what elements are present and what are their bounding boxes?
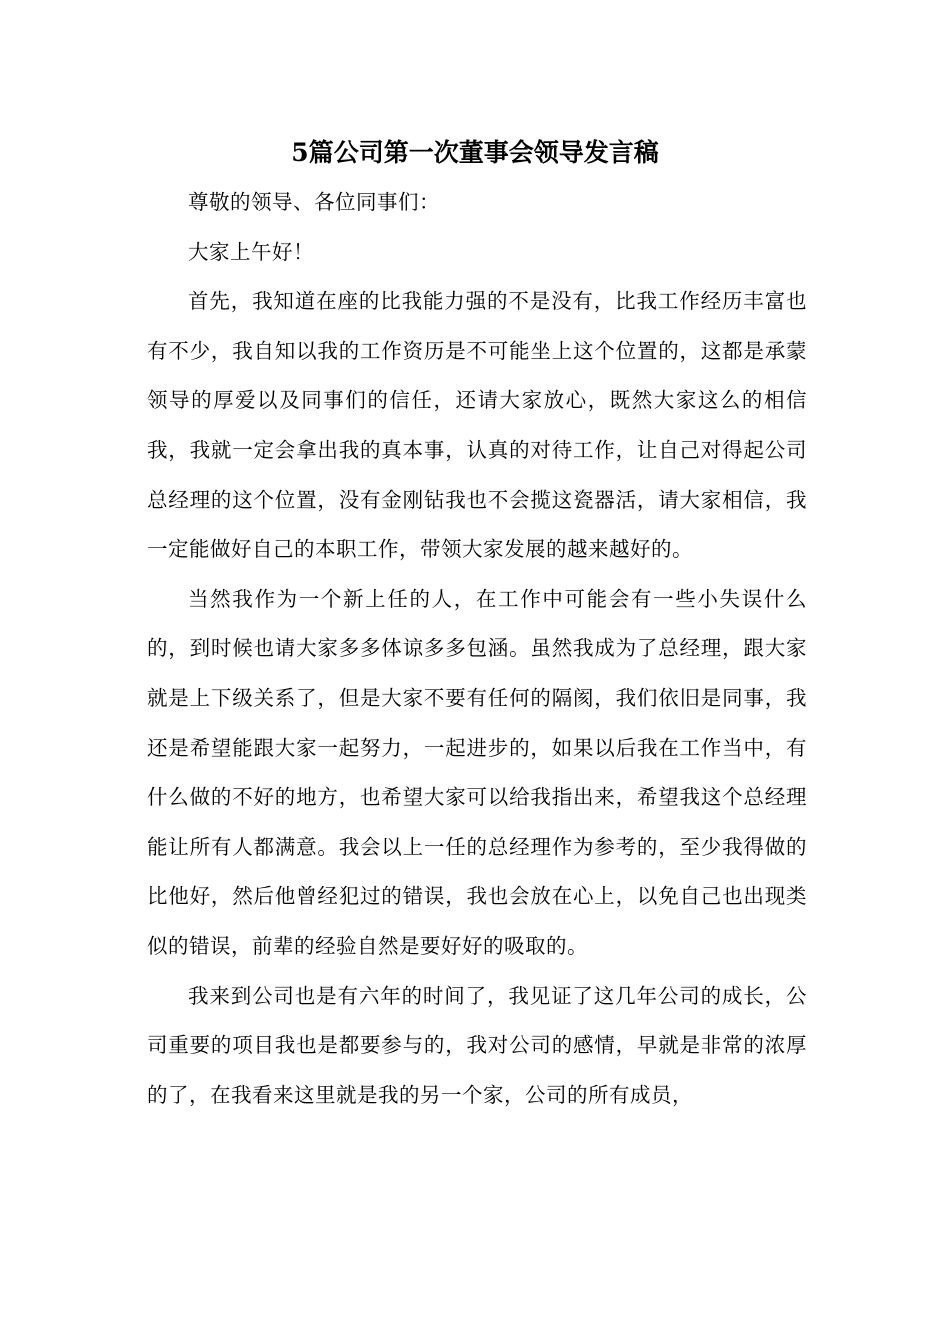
paragraph: 首先，我知道在座的比我能力强的不是没有，比我工作经历丰富也有不少，我自知以我的工作资历是不可能坐上这个位置的，这都是承蒙领导的厚爱以及同事们的信任，还请大家放心，既然大家这么的相信我，我就一定会拿出我的真本事，认真的对待工作，让自己对得起公司总经理的这个位置，没有金刚钻我也不会揽这瓷器活，请大家相信，我一定能做好自己的本职工作，带领大家发展的越来越好的。 <box>147 289 807 562</box>
paragraph: 我来到公司也是有六年的时间了，我见证了这几年公司的成长，公司重要的项目我也是都要参与的，我对公司的感情，早就是非常的浓厚的了，在我看来这里就是我的另一个家，公司的所有成员， <box>147 983 807 1107</box>
greeting: 大家上午好！ <box>188 239 314 264</box>
salutation: 尊敬的领导、各位同事们： <box>188 190 440 214</box>
document-title: 5篇公司第一次董事会领导发言稿 <box>291 138 659 167</box>
document-body <box>147 178 807 1120</box>
paragraph: 当然我作为一个新上任的人，在工作中可能会有一些小失误什么的，到时候也请大家多多体谅多多包涵。虽然我成为了总经理，跟大家就是上下级关系了，但是大家不要有任何的隔阂，我们依旧是同事，我还是希望能跟大家一起努力，一起进步的，如果以后我在工作当中，有什么做的不好的地方，也希望大家可以给我指出来，希望我这个总经理能让所有人都满意。我会以上一任的总经理作为参考的，至少我得做的比他好，然后他曾经犯过的错误，我也会放在心上，以免自己也出现类似的错误，前辈的经验自然是要好好的吸取的。 <box>147 586 807 958</box>
